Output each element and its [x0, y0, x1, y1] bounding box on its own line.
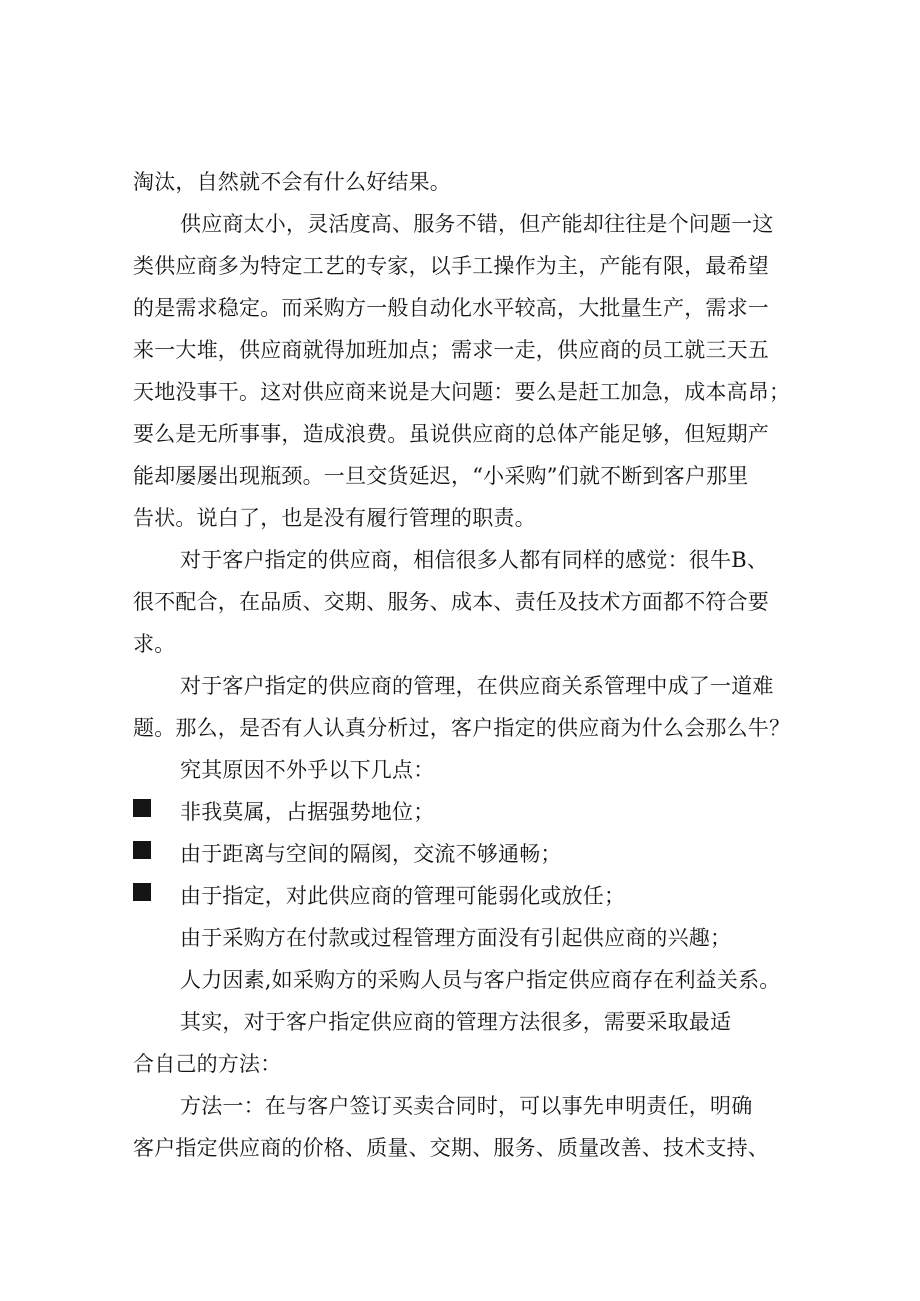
paragraph-line: 对于客户指定的供应商的管理，在供应商关系管理中成了一道难: [180, 674, 774, 698]
bullet-square-icon: [133, 841, 151, 859]
paragraph-line: 告状。说白了，也是没有履行管理的职责。: [133, 506, 536, 530]
paragraph-line: 合自己的方法：: [133, 1052, 282, 1076]
paragraph-line: 淘汰，自然就不会有什么好结果。: [133, 170, 451, 194]
paragraph-line: 类供应商多为特定工艺的专家，以手工操作为主，产能有限，最希望: [133, 254, 769, 278]
paragraph-line: 来一大堆，供应商就得加班加点；需求一走，供应商的员工就三天五: [133, 338, 769, 362]
paragraph-line: 人力因素,如采购方的采购人员与客户指定供应商存在利益关系。: [180, 968, 781, 992]
bullet-square-icon: [133, 799, 151, 817]
bullet-item: 由于距离与空间的隔阂，交流不够通畅；: [180, 842, 562, 866]
paragraph-line: 由于采购方在付款或过程管理方面没有引起供应商的兴趣；: [180, 926, 732, 950]
paragraph-line: 方法一：在与客户签订买卖合同时，可以事先申明责任，明确: [180, 1094, 753, 1118]
paragraph-line: 客户指定供应商的价格、质量、交期、服务、质量改善、技术支持、: [133, 1136, 769, 1160]
paragraph-line: 天地没事干。这对供应商来说是大问题：要么是赶工加急，成本高昂；: [133, 380, 791, 404]
bullet-square-icon: [133, 883, 151, 901]
paragraph-line: 供应商太小，灵活度高、服务不错，但产能却往往是个问题一这: [180, 212, 774, 236]
bullet-item: 由于指定，对此供应商的管理可能弱化或放任；: [180, 884, 626, 908]
paragraph-line: 题。那么，是否有人认真分析过，客户指定的供应商为什么会那么牛？: [133, 716, 791, 740]
paragraph-line: 要么是无所事事，造成浪费。虽说供应商的总体产能足够，但短期产: [133, 422, 769, 446]
paragraph-line: 究其原因不外乎以下几点：: [180, 758, 435, 782]
paragraph-line: 其实，对于客户指定供应商的管理方法很多，需要采取最适: [180, 1010, 732, 1034]
paragraph-line: 的是需求稳定。而采购方一般自动化水平较高，大批量生产，需求一: [133, 296, 769, 320]
paragraph-line: 很不配合，在品质、交期、服务、成本、责任及技术方面都不符合要: [133, 590, 769, 614]
paragraph-line: 能却屡屡出现瓶颈。一旦交货延迟，“小采购”们就不断到客户那里: [133, 464, 749, 488]
bullet-item: 非我莫属，占据强势地位；: [180, 800, 435, 824]
paragraph-line: 求。: [133, 632, 176, 656]
paragraph-line: 对于客户指定的供应商，相信很多人都有同样的感觉：很牛B、: [180, 548, 769, 572]
